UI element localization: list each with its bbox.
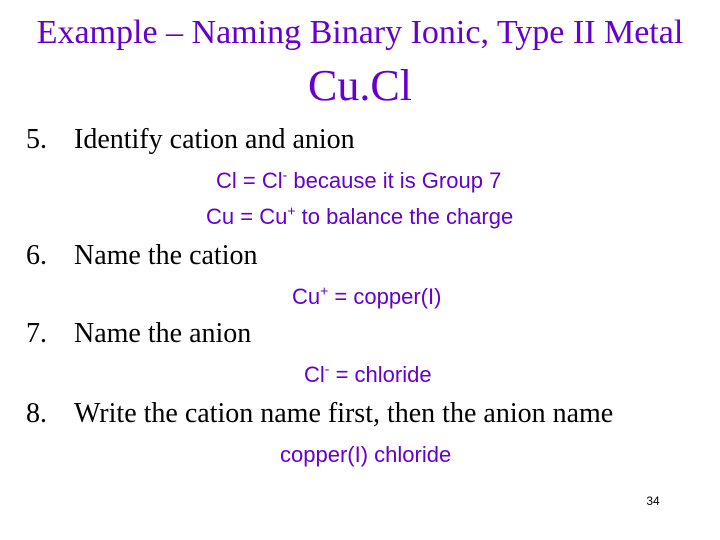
step-text: Name the cation [74, 240, 258, 271]
detail-superscript: - [282, 166, 288, 183]
detail-text: Cl [304, 362, 325, 387]
detail-superscript: + [320, 282, 329, 299]
detail-text: to balance the charge [295, 204, 514, 229]
step-7-detail-1 [304, 362, 604, 388]
detail-superscript: - [324, 360, 330, 377]
step-8-detail-1 [280, 442, 580, 468]
detail-text: because it is Group 7 [287, 168, 502, 193]
detail-text: Cu [292, 284, 321, 309]
step-number: 8. [26, 398, 47, 429]
detail-text: copper(I) chloride [280, 442, 452, 467]
step-number: 5. [26, 124, 47, 155]
step-text: Write the cation name first, then the anion name [74, 398, 614, 429]
step-text: Identify cation and anion [74, 124, 355, 155]
detail-text: = chloride [329, 362, 432, 387]
detail-text: Cu = Cu [206, 204, 288, 229]
step-5-detail-1 [216, 168, 616, 194]
step-number: 7. [26, 318, 47, 349]
step-text: Name the anion [74, 318, 252, 349]
step-7 [26, 318, 251, 350]
step-5 [26, 124, 355, 156]
step-5-detail-2 [206, 204, 626, 230]
step-6-detail-1 [292, 284, 592, 310]
slide-title: Example – Naming Binary Ionic, Type II Metal [36, 14, 684, 51]
detail-text: Cl = Cl [216, 168, 283, 193]
step-6 [26, 240, 257, 272]
chemical-formula: Cu.Cl [308, 61, 412, 110]
step-8 [26, 398, 613, 430]
step-number: 6. [26, 240, 47, 271]
detail-superscript: + [287, 202, 296, 219]
page-number: 34 [646, 494, 660, 508]
detail-text: = copper(I) [328, 284, 442, 309]
